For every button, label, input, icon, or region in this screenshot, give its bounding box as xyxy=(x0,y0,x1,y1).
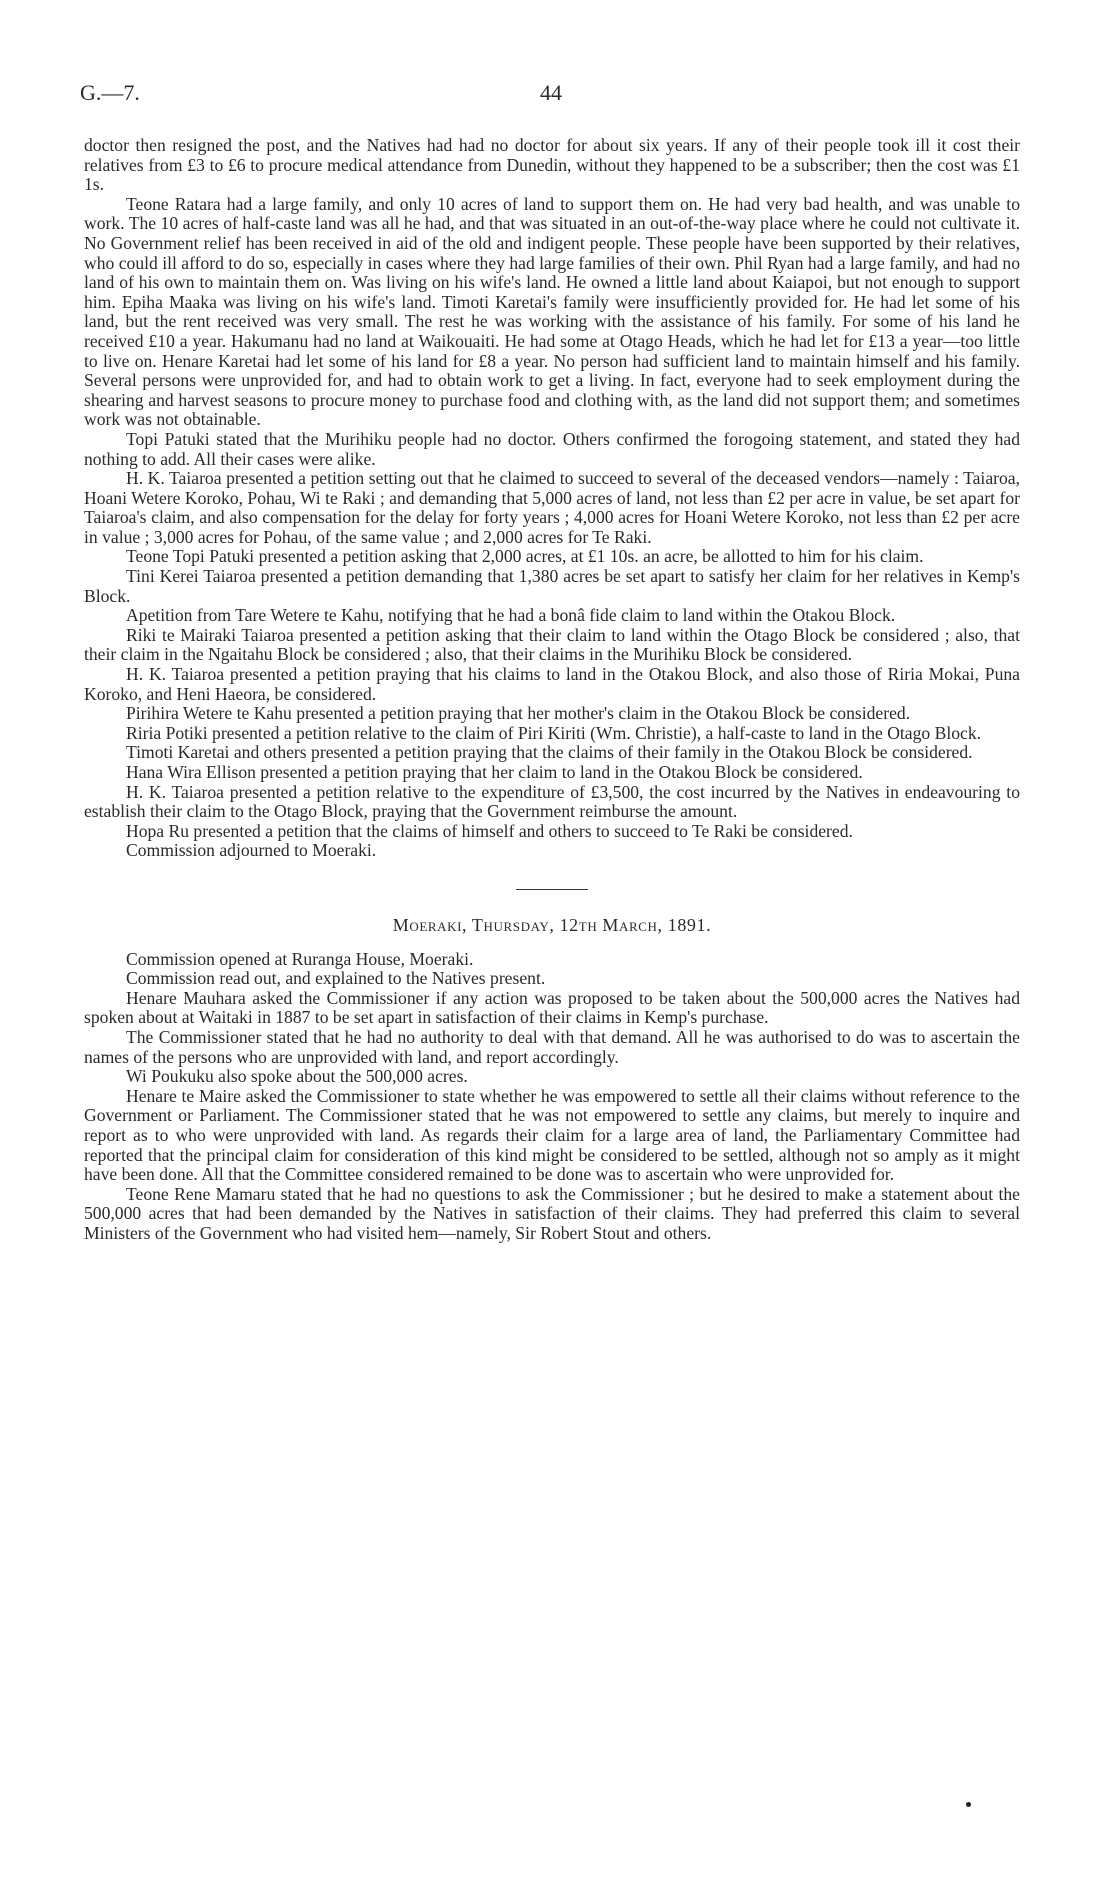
paragraph: Apetition from Tare Wetere te Kahu, notifying that he had a bonâ fide claim to land within the Otakou Block. xyxy=(126,605,896,626)
paragraph: Commission read out, and explained to the Natives present. xyxy=(126,968,546,989)
paragraph: Timoti Karetai and others presented a petition praying that the claims of their family in the Otakou Block be considered. xyxy=(126,742,973,763)
document-reference: G.—7. xyxy=(80,80,140,105)
paragraph: H. K. Taiaroa presented a petition setting out that he claimed to succeed to several of the deceased vendors—namely : Taiaroa, Hoani Wetere Koroko, Pohau, Wi te Raki ; and demanding that 5,000 acres of land, not less than £2 per acre in value, be set apart for Taiaroa's claim, and also compensation for the delay for forty years ; 4,000 acres for Hoani Wetere Koroko, not less than £2 per acre in value ; 3,000 acres for Pohau, of the same value ; and 2,000 acres for Te Raki. xyxy=(84,468,1020,547)
paragraph: Pirihira Wetere te Kahu presented a petition praying that her mother's claim in the Otakou Block be considered. xyxy=(126,703,911,724)
paragraph: doctor then resigned the post, and the Natives had had no doctor for about six years. If any of their people took ill it cost their relatives from £3 to £6 to procure medical attendance from Dunedin, without they happened to be a subscriber; then the cost was £1 1s. xyxy=(84,135,1020,195)
paragraph: Hana Wira Ellison presented a petition praying that her claim to land in the Otakou Block be considered. xyxy=(126,762,863,782)
paragraph: Wi Poukuku also spoke about the 500,000 acres. xyxy=(126,1066,468,1087)
paragraph: Riria Potiki presented a petition relative to the claim of Piri Kiriti (Wm. Christie), a half-caste to land in the Otago Block. xyxy=(126,722,982,743)
paragraph: Hopa Ru presented a petition that the claims of himself and others to succeed to Te Raki be considered. xyxy=(126,820,853,841)
document-body xyxy=(84,136,1020,1243)
paragraph: Henare Mauhara asked the Commissioner if any action was proposed to be taken about the 500,000 acres the Natives had spoken about at Waitaki in 1887 to be set apart in satisfaction of their claims in Kemp's purchase. xyxy=(84,987,1020,1028)
paragraph: Henare te Maire asked the Commissioner to state whether he was empowered to settle all their claims without reference to the Government or Parliament. The Commissioner stated that he was not empowered to settle any claims, but merely to inquire and report as to who were unprovided with land. As regards their claim for a large area of land, the Parliamentary Committee had reported that the principal claim for consideration of this kind might be considered to be settled, although not so amply as it might have been done. All that the Committee considered remained to be done was to ascertain who were unprovided for. xyxy=(84,1085,1020,1185)
paragraph: Teone Topi Patuki presented a petition asking that 2,000 acres, at £1 10s. an acre, be allotted to him for his claim. xyxy=(126,546,924,567)
page-number: 44 xyxy=(540,80,562,105)
paragraph: Topi Patuki stated that the Murihiku people had no doctor. Others confirmed the forogoing statement, and stated they had nothing to add. All their cases were alike. xyxy=(84,428,1020,469)
paragraph: H. K. Taiaroa presented a petition praying that his claims to land in the Otakou Block, and also those of Riria Mokai, Puna Koroko, and Heni Haeora, be considered. xyxy=(84,664,1020,704)
paragraph: Tini Kerei Taiaroa presented a petition demanding that 1,380 acres be set apart to satisfy her claim for her relatives in Kemp's Block. xyxy=(84,566,1020,606)
section-divider xyxy=(516,889,588,890)
ink-mark xyxy=(966,1802,971,1807)
page-header xyxy=(80,80,1022,110)
paragraph: Teone Rene Mamaru stated that he had no questions to ask the Commissioner ; but he desired to make a statement about the 500,000 acres that had been demanded by the Natives in satisfaction of their claims. They had preferred this claim to several Ministers of the Government who had visited hem—namely, Sir Robert Stout and others. xyxy=(84,1183,1020,1243)
paragraph: H. K. Taiaroa presented a petition relative to the expenditure of £3,500, the cost incurred by the Natives in endeavouring to establish their claim to the Otago Block, praying that the Government reimburse the amount. xyxy=(84,781,1020,822)
paragraph: Riki te Mairaki Taiaroa presented a petition asking that their claim to land within the Otago Block be considered ; also, that their claim in the Ngaitahu Block be considered ; also, that their claims in the Murihiku Block be considered. xyxy=(84,624,1020,665)
paragraph: Commission adjourned to Moeraki. xyxy=(126,840,377,861)
paragraph: The Commissioner stated that he had no authority to deal with that demand. All he was authorised to do was to ascertain the names of the persons who are unprovided with land, and report accordingly. xyxy=(84,1026,1020,1067)
paragraph: Commission opened at Ruranga House, Moeraki. xyxy=(126,948,474,969)
paragraph: Teone Ratara had a large family, and only 10 acres of land to support them on. He had very bad health, and was unable to work. The 10 acres of half-caste land was all he had, and that was situated in an out-of-the-way place where he could not cultivate it. No Government relief has been received in aid of the old and indigent people. These people have been supported by their relatives, who could ill afford to do so, especially in cases where they had large families of their own. Phil Ryan had a large family, and had no land of his own to maintain them on. Was living on his wife's land. He owned a little land about Kaiapoi, but not enough to support him. Epiha Maaka was living on his wife's land. Timoti Karetai's family were insufficiently provided for. He had let some of his land, but the rent received was very small. The rest he was working with the assistance of his family. For some of his land he received £10 a year. Hakumanu had no land at Waikouaiti. He had some at Otago Heads, which he had let for £13 a year—too little to live on. Henare Karetai had let some of his land for £8 a year. No person had sufficient land to maintain himself and his family. Several persons were unprovided for, and had to obtain work to get a living. In fact, everyone had to seek employment during the shearing and harvest seasons to procure money to purchase food and clothing with, as the land did not support them; and sometimes work was not obtainable. xyxy=(84,193,1020,430)
section-heading: Moeraki, Thursday, 12th March, 1891. xyxy=(392,914,712,935)
